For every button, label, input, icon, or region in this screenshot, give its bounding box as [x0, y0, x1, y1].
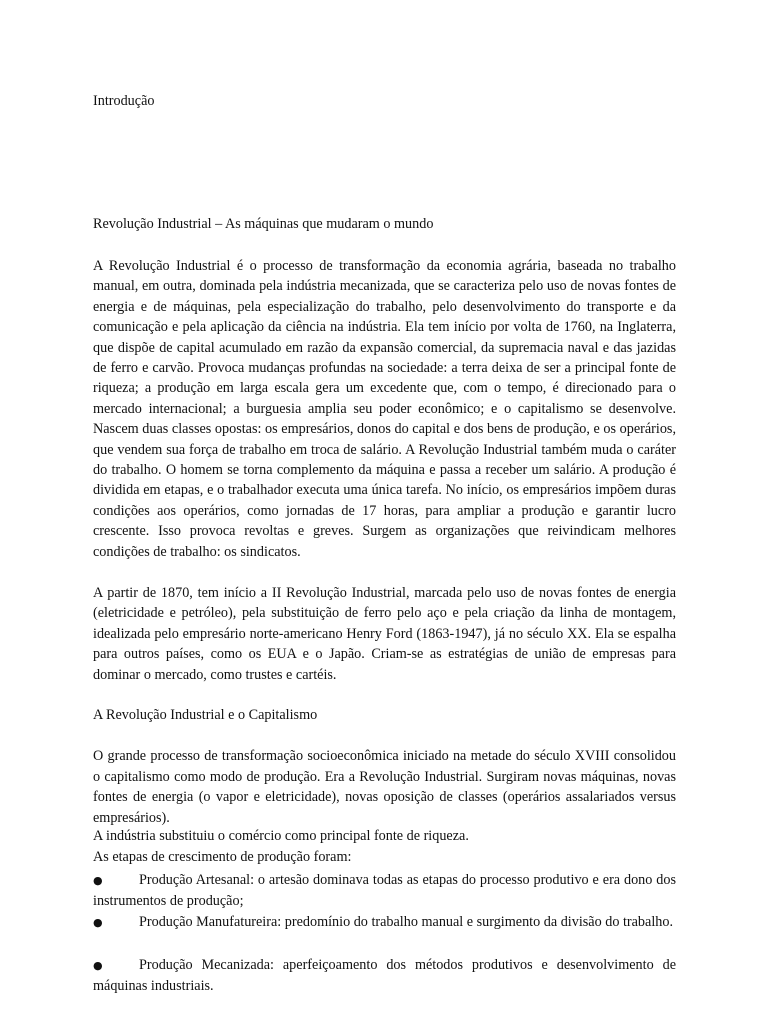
paragraph-capitalismo: O grande processo de transformação socioeconômica iniciado na metade do século XVIII consolidou o capitalismo como modo de produção. Era a Revolução Industrial. Surgiram novas máquinas, novas fontes de energia (o vapor e eletricidade), novas oposição de classes (operários assalariados versus empresários).: [93, 748, 676, 826]
paragraph-revolucao-industrial: A Revolução Industrial é o processo de transformação da economia agrária, baseada no trabalho manual, em outra, dominada pela indústria mecanizada, que se caracteriza pelo uso de novas fontes de energia e de máquinas, pela especialização do trabalho, pelo desenvolvimento do transporte e da comunicação e pela aplicação da ciência na indústria. Ela tem início por volta de 1760, na Inglaterra, que dispõe de capital acumulado em razão da expansão comercial, da supremacia naval e das jazidas de ferro e carvão. Provoca mudanças profundas na sociedade: a terra deixa de ser a principal fonte de riqueza; a produção em larga escala gera um excedente que, com o tempo, é direcionado para o mercado internacional; a burguesia amplia seu poder econômico; e o capitalismo se desenvolve. Nascem duas classes opostas: os empresários, donos do capital e dos bens de produção, e os operários, que vendem sua força de trabalho em troca de salário. A Revolução Industrial também muda o caráter do trabalho. O homem se torna complemento da máquina e passa a receber um salário. A produção é dividida em etapas, e o trabalhador executa uma única tarefa. No início, os empresários impõem duras condições aos operários, como jornadas de 17 horas, para ampliar a produção e garantir lucro crescente. Isso provoca revoltas e greves. Surgem as organizações que reivindicam melhores condições de trabalho: os sindicatos.: [93, 258, 676, 560]
list-item: [93, 912, 676, 933]
list-item-text: Produção Manufatureira: predomínio do trabalho manual e surgimento da divisão do trabalho.: [139, 914, 673, 930]
list-item-text: Produção Artesanal: o artesão dominava todas as etapas do processo produtivo e era dono dos instrumentos de produção;: [93, 872, 676, 909]
heading-capitalismo: A Revolução Industrial e o Capitalismo: [93, 707, 318, 723]
paragraph-industria: A indústria substituiu o comércio como principal fonte de riqueza.: [93, 828, 469, 844]
bullet-icon: ●: [93, 916, 103, 929]
paragraph-segunda-revolucao: A partir de 1870, tem início a II Revolução Industrial, marcada pelo uso de novas fontes de energia (eletricidade e petróleo), pela substituição de ferro pelo aço e pela criação da linha de montagem, idealizada pelo empresário norte-americano Henry Ford (1863-1947), já no século XX. Ela se espalha para outros países, como os EUA e o Japão. Criam-se as estratégias de união de empresas para dominar o mercado, como trustes e cartéis.: [93, 585, 676, 683]
list-item: [93, 870, 676, 912]
list-item-text: Produção Mecanizada: aperfeiçoamento dos métodos produtivos e desenvolvimento de máquinas industriais.: [93, 957, 676, 994]
bullet-icon: ●: [93, 959, 103, 972]
bullet-icon: ●: [93, 874, 103, 887]
paragraph-etapas: As etapas de crescimento de produção foram:: [93, 849, 352, 865]
list-item: [93, 955, 676, 997]
heading-introducao: Introdução: [93, 93, 155, 109]
heading-revolucao-industrial: Revolução Industrial – As máquinas que mudaram o mundo: [93, 216, 434, 232]
